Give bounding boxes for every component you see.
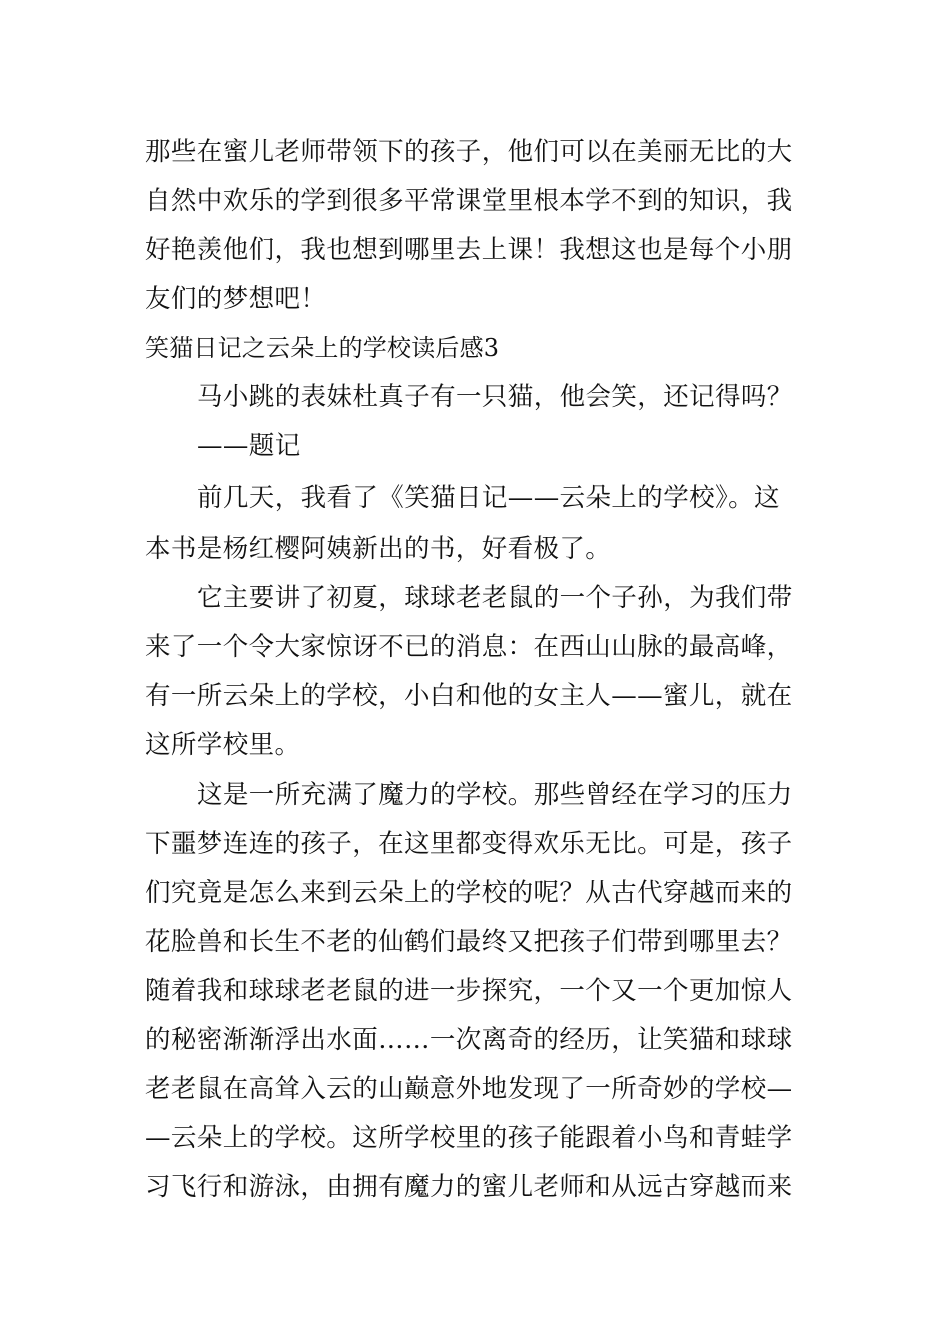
paragraph-line: 这所学校里。 bbox=[145, 730, 301, 760]
paragraph-line: 习飞行和游泳，由拥有魔力的蜜儿老师和从远古穿越而来 bbox=[145, 1172, 793, 1202]
paragraph-line: 自然中欢乐的学到很多平常课堂里根本学不到的知识，我 bbox=[145, 186, 793, 216]
section-heading: 笑猫日记之云朵上的学校读后感3 bbox=[145, 334, 500, 362]
paragraph-line: 花脸兽和长生不老的仙鹤们最终又把孩子们带到哪里去？ bbox=[145, 927, 793, 957]
paragraph-line: 好艳羡他们，我也想到哪里去上课！我想这也是每个小朋 bbox=[145, 235, 793, 265]
paragraph-line: 本书是杨红樱阿姨新出的书，好看极了。 bbox=[145, 534, 612, 564]
paragraph-line: 前几天，我看了《笑猫日记——云朵上的学校》。这 bbox=[197, 483, 780, 513]
paragraph-line: 的秘密渐渐浮出水面……一次离奇的经历，让笑猫和球球 bbox=[145, 1025, 793, 1055]
paragraph-line: 这是一所充满了魔力的学校。那些曾经在学习的压力 bbox=[197, 780, 793, 810]
paragraph-line: 下噩梦连连的孩子，在这里都变得欢乐无比。可是，孩子 bbox=[145, 829, 793, 859]
paragraph-line: 马小跳的表妹杜真子有一只猫，他会笑，还记得吗？ bbox=[197, 382, 793, 412]
paragraph-line: 随着我和球球老老鼠的进一步探究，一个又一个更加惊人 bbox=[145, 976, 793, 1006]
paragraph-line: 友们的梦想吧！ bbox=[145, 284, 327, 314]
epigraph-attribution: ——题记 bbox=[197, 431, 301, 461]
paragraph-line: 来了一个令大家惊讶不已的消息：在西山山脉的最高峰， bbox=[145, 632, 793, 662]
paragraph-line: 有一所云朵上的学校，小白和他的女主人——蜜儿，就在 bbox=[145, 681, 793, 711]
paragraph-line: 那些在蜜儿老师带领下的孩子，他们可以在美丽无比的大 bbox=[145, 137, 793, 167]
paragraph-line: 它主要讲了初夏，球球老老鼠的一个子孙，为我们带 bbox=[197, 583, 793, 613]
paragraph-line: —云朵上的学校。这所学校里的孩子能跟着小鸟和青蛙学 bbox=[145, 1123, 793, 1153]
paragraph-line: 老老鼠在高耸入云的山巅意外地发现了一所奇妙的学校— bbox=[145, 1074, 793, 1104]
paragraph-line: 们究竟是怎么来到云朵上的学校的呢？从古代穿越而来的 bbox=[145, 878, 793, 908]
